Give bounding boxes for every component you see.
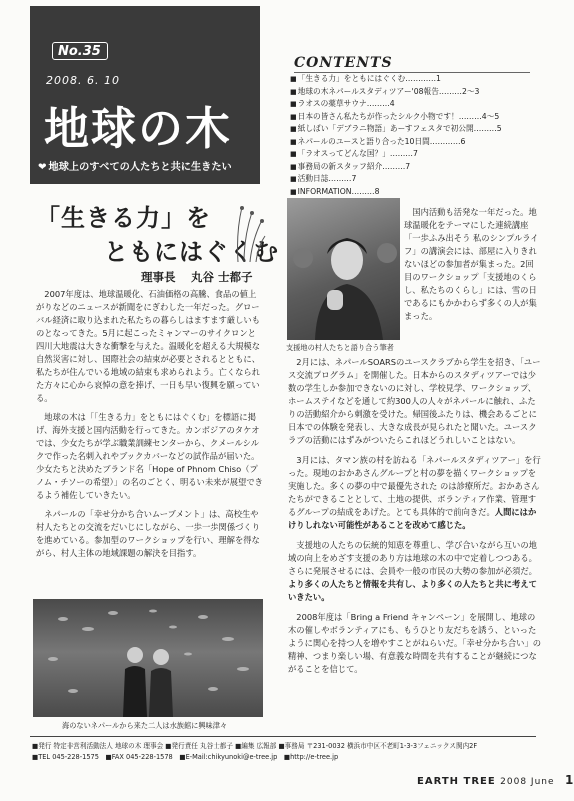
brand-name: EARTH TREE: [417, 776, 496, 787]
issue-month: 2008 June: [500, 777, 555, 787]
contents-heading: CONTENTS: [294, 55, 393, 71]
page-number: 1: [565, 773, 574, 787]
newsletter-title: 地球の木: [44, 102, 233, 155]
article-paragraph: [288, 454, 542, 532]
toc-item[interactable]: ■ ラオスの薬草サウナ………4: [290, 98, 540, 111]
article-paragraph: 2月には、ネパールSOARSのユースクラブから学生を招き、「ユース交流プログラム」を開催した。日本からのスタディツアーでは少数の学生しか参加できないのに対し、学校見学、ワークショップ、ホームステイなどを通して約300人の人々がネパールに触れ、ふたりの活動紹介から刺激を受けた。帰国後ふたりは、機会あるごとに日本での体験を発表し、大きな成長が見られたと聞いた。ユースクラブの活動にはずみがついたらこれほどうれしいことはない。: [288, 357, 541, 445]
article-right-column: [288, 356, 542, 683]
issue-number: No.35: [52, 42, 108, 60]
footer-divider: [30, 736, 536, 737]
toc-item[interactable]: ■ ネパールのユースと語り合った10日間…………6: [290, 136, 540, 149]
publisher-line: ■発行 特定非営利活動法人 地球の木 理事会 ■発行責任 丸谷士都子 ■編集 広報部 ■事務局 〒231-0032 横浜市中区不老町1-3-3フェニックス関内2F: [32, 742, 478, 750]
contact-line: ■TEL 045-228-1575 ■FAX 045-228-1578 ■E-Mail:chikyunoki@e-tree.jp ■http://e-tree.jp: [32, 753, 339, 761]
toc-item[interactable]: ■ 「生きる力」をともにはぐくむ…………1: [290, 73, 540, 86]
paragraph-emphasis: 人間にはかけりしれない可能性があることを改めて感じた。: [288, 507, 537, 530]
photo-caption: 海のないネパールから来た二人は水族館に興味津々: [62, 721, 228, 730]
paragraph-text: 支援地の人たちの伝統的知恵を尊重し、学び合いながら互いの地域の向上をめざす支援のあり方は地球の木の中で定着しつつある。さらに発展させるには、会員や一般の市民の大勢の参加が必須だ。: [288, 540, 537, 576]
toc-item[interactable]: ■ 地球の木ネパールスタディツアー'08報告………2〜3: [290, 86, 540, 99]
paragraph-text: 3月には、タマン族の村を訪ねる「ネパールスタディツアー」を行った。現地のおかあさんグループと村の夢を描くワークショップを実施した。多くの夢の中で最優先された のは診療所だ。おかあさんたちができることとして、土地の提供、ボランティア作業、管理するグループの結成をあげた。とても具体的で前向きだ。: [288, 455, 541, 517]
photo-villagers-graphic: [287, 198, 400, 340]
issue-date: 2008. 6. 10: [46, 74, 120, 87]
footer-brand: [417, 773, 574, 787]
toc-item[interactable]: ■ 活動日誌………7: [290, 173, 540, 186]
publication-info: [32, 741, 542, 763]
article-paragraph: [288, 539, 542, 604]
newsletter-subtitle: [38, 158, 232, 173]
photo-caption: 支援地の村人たちと語り合う筆者: [286, 343, 394, 352]
toc-item[interactable]: ■ 日本の皆さん私たちが作ったシルク小物です！………4〜5: [290, 111, 540, 124]
toc-item[interactable]: ■ 紙しばい「デブラニ物語」あーすフェスタで初公開………5: [290, 123, 540, 136]
masthead: [30, 6, 260, 184]
paragraph-emphasis: より多くの人たちと情報を共有し、より多くの人たちと共に考えていきたい。: [288, 579, 537, 602]
table-of-contents: [290, 73, 540, 198]
heart-icon: ❤: [38, 162, 47, 173]
byline: 理事長 丸谷 士都子: [141, 270, 253, 284]
toc-item[interactable]: ■ 「ラオスってどんな国？」………7: [290, 148, 540, 161]
photo-villagers: [287, 198, 400, 340]
toc-item[interactable]: ■ INFORMATION………8: [290, 186, 540, 199]
article-paragraph: ネパールの「幸せ分かち合いムーブメント」は、高校生や村人たちとの交流をだいじにしながら、一歩一歩関係づくりを進めている。参加型のワークショップを行い、理解を得ながら、村人主体の地域課題の解決を目指す。: [36, 509, 261, 558]
grass-illustration-icon: [232, 202, 266, 262]
article-paragraph: 2007年度は、地球温暖化、石油価格の高騰、食品の値上がりなどのニュースが新聞をにぎわした一年だった。グローバル経済に取り込まれた私たちの暮らしはますます厳しいものとなってきた。5月に起こったミャンマーのサイクロンと四川大地震は大きな衝撃を与えた。温暖化を超える大規模な自然災害に対し、国際社会の結束が必要とされるとともに、私たちが住んでいる地域の結束も求められよう。亡くなられた方々に心から哀悼の意を捧げ、一日も早い復興を願っている。: [36, 289, 261, 403]
article-paragraph: 2008年度は「Bring a Friend キャンペーン」を展開し、地球の木の催しやボランティアにも、もうひとり友だちを誘う、といったように関心を持つ人を増やすことがねらいだ。「幸せ分かち合い」の精神、つまり楽しい場、有意義な時間を共有することが継続につながることを信じて。: [288, 612, 542, 674]
toc-item[interactable]: ■ 事務局の新スタッフ紹介………7: [290, 161, 540, 174]
photo-aquarium-graphic: [33, 599, 263, 717]
headline-line-2: ともにはぐくむ: [104, 238, 279, 266]
subtitle-text: 地球上のすべての人たちと共に生きたい: [48, 162, 232, 173]
article-right-top: [404, 206, 542, 323]
article-left-column: [36, 288, 264, 566]
photo-aquarium: [33, 599, 263, 717]
article-paragraph: 地球の木は「「生きる力」をともにはぐくむ」を標語に掲げ、海外支援と国内活動を行ってきた。カンボジアのタケオでは、少女たちが学ぶ職業訓練センターから、クメールシルクで作った名刺入れやブックカバーなどの試作品が届いた。少女たちと決めたブランド名「Hope of Phnom Chiso（プノム・チソーの希望）」の名のごとく、明るい未来が展望できるよう補佐していきたい。: [36, 412, 263, 500]
article-paragraph: 国内活動も活発な一年だった。地球温暖化をテーマにした連続講座「一歩ふみ出そう 私のシンプルライフ」の講演会には、部屋に入りきれないほどの参加者が集まった。2回目のワークショップ「支援地のくらし、私たちのくらし」には、雪の日であるにもかかわらず多くの人が集まった。: [404, 207, 539, 321]
headline-line-1: 「生きる力」を: [36, 204, 211, 232]
